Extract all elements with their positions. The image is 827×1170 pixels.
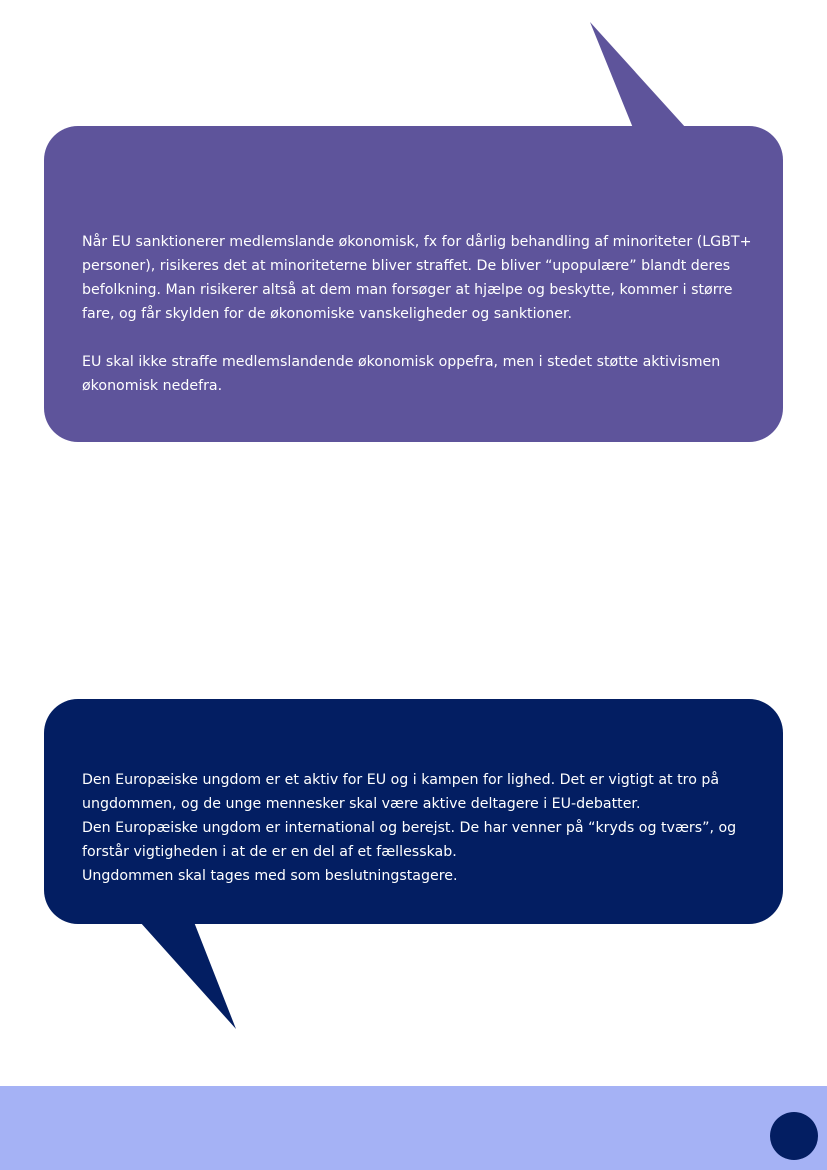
footer-circle bbox=[770, 1112, 818, 1160]
top-bubble-tail bbox=[590, 22, 686, 128]
top-bubble-paragraph-2: EU skal ikke straffe medlemslandende økonomisk oppefra, men i stedet støtte aktivismen økonomisk nedefra. bbox=[82, 354, 721, 394]
bottom-speech-bubble bbox=[44, 699, 783, 924]
top-bubble-paragraph-1: Når EU sanktionerer medlemslande økonomisk, fx for dårlig behandling af minoriteter (LGBT+ personer), risikeres det at minoriteterne bliver straffet. De bliver “upopulære” blandt deres befolkning. Man risikerer altså at dem man forsøger at hjælpe og beskytte, kommer i større fare, og får skylden for de økonomiske vanskeligheder og sanktioner. bbox=[82, 234, 752, 322]
bottom-bubble-line-3: Ungdommen skal tages med som beslutningstagere. bbox=[82, 868, 458, 884]
bottom-bubble-tail bbox=[140, 922, 236, 1029]
paragraph-gap bbox=[82, 326, 761, 350]
top-speech-bubble bbox=[44, 126, 783, 442]
bottom-bubble-line-2: Den Europæiske ungdom er international og berejst. De har venner på “kryds og tværs”, og forstår vigtigheden i at de er en del af et fællesskab. bbox=[82, 820, 737, 860]
footer-band bbox=[0, 1086, 827, 1170]
bottom-bubble-line-1: Den Europæiske ungdom er et aktiv for EU og i kampen for lighed. Det er vigtigt at tro på ungdommen, og de unge mennesker skal være aktive deltagere i EU-debatter. bbox=[82, 772, 720, 812]
